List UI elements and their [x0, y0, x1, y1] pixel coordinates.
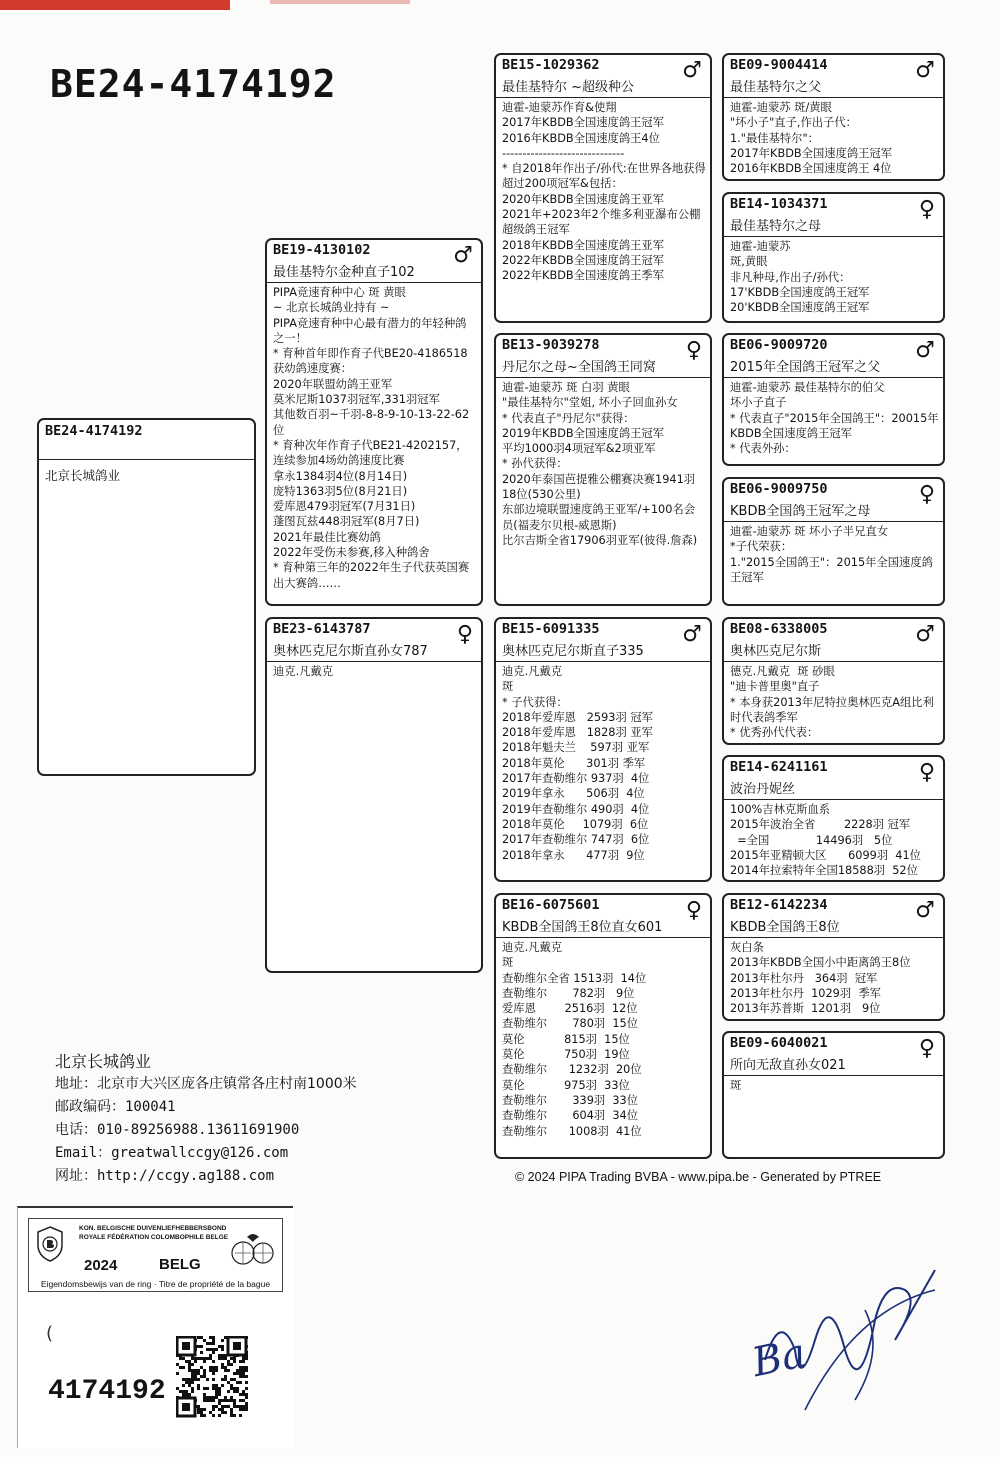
ddd-card	[722, 1031, 945, 1159]
card-line: 2022年KBDB全国速度鸽王冠军	[502, 253, 665, 267]
pigeon-emblem-icon	[229, 1231, 275, 1271]
signature-initials: Ba	[748, 1330, 810, 1387]
top-red-strip	[0, 0, 230, 10]
card-body	[502, 664, 706, 878]
certificate-country: BELG	[159, 1256, 201, 1273]
contact-email[interactable]: Email：greatwallccgy@126.com	[55, 1145, 289, 1161]
card-line: 2022年受伤未参赛,移入种鸽舍	[273, 546, 430, 560]
card-line: 2017年查勒维尔 747羽 6位	[502, 833, 650, 847]
divider	[496, 661, 710, 662]
dam-dam-card	[494, 893, 712, 1159]
main-ring-number: BE24-4174192	[50, 62, 337, 106]
card-ring: BE06-9009720	[730, 337, 828, 353]
sire-card	[265, 238, 483, 606]
female-icon: ♀	[918, 197, 935, 222]
male-icon: ♂	[453, 243, 473, 268]
card-line: 2020年KBDB全国速度鸽王亚军	[502, 192, 665, 206]
contact-address: 地址：北京市大兴区庞各庄镇常各庄村南1000米	[55, 1076, 357, 1092]
card-line: 迪霍-迪蒙苏	[730, 240, 791, 253]
divider	[724, 937, 943, 938]
card-line: 斑,黄眼	[730, 255, 768, 269]
card-line: 2017年查勒维尔 937羽 4位	[502, 772, 650, 786]
card-line: * 孙代获得：	[502, 457, 568, 471]
card-ring: BE15-6091335	[502, 621, 600, 637]
certificate-ring-number: 4174192	[48, 1376, 166, 1407]
card-name: 波治丹妮丝	[730, 782, 796, 797]
card-line: 平均1000羽4项冠军&2项亚军	[502, 442, 656, 456]
card-line: 2017年KBDB全国速度鸽王冠军	[730, 146, 893, 160]
card-name: 最佳基特尔之母	[730, 219, 822, 234]
male-icon: ♂	[915, 338, 935, 363]
card-line: * 子代获得：	[502, 695, 568, 709]
card-line: ~ 北京长城鸽业持有 ~	[273, 301, 390, 315]
card-line: 蓬图瓦兹448羽冠军(8月7日)	[273, 515, 420, 529]
card-ring: BE15-1029362	[502, 57, 600, 73]
card-body	[502, 100, 706, 319]
card-line: 非凡种母,作出子/孙代：	[730, 270, 851, 284]
card-line: 2019年KBDB全国速度鸽王冠军	[502, 426, 665, 440]
card-line: 2018年莫伦 1079羽 6位	[502, 817, 649, 831]
card-line: 1."2015全国鸽王"：2015年全国速度鸽王冠军	[730, 555, 933, 584]
card-line: PIPA竞速育种中心 斑 黄眼	[273, 286, 406, 299]
female-icon: ♀	[918, 1036, 935, 1061]
card-ring: BE08-6338005	[730, 621, 828, 637]
card-line: 2019年拿永 506羽 4位	[502, 787, 645, 801]
card-line: 查勒维尔 339羽 33位	[502, 1093, 639, 1107]
card-line: 2017年KBDB全国速度鸽王冠军	[502, 116, 665, 130]
card-ring: BE06-9009750	[730, 481, 828, 497]
card-line: * 育种第三年的2022年生子代获英国赛出大赛鸽……	[273, 561, 470, 590]
card-line: PIPA竞速育种中心最有潜力的年轻种鸽之一！	[273, 316, 467, 345]
card-name: 丹尼尔之母~全国鸽王同窝	[502, 360, 656, 375]
divider	[496, 937, 710, 938]
subject-box	[37, 418, 256, 776]
card-name: 奥林匹克尼尔斯直孙女787	[273, 644, 428, 659]
bracket-mark: (	[46, 1323, 54, 1344]
dss-card	[722, 617, 945, 745]
card-line: 100%吉林克斯血系	[730, 803, 831, 816]
female-icon: ♀	[456, 622, 473, 647]
card-line: 德克.凡戴克 斑 砂眼	[730, 665, 835, 678]
male-icon: ♂	[915, 622, 935, 647]
card-body	[730, 524, 939, 602]
card-line: 17'KBDB全国速度鸽王冠军	[730, 285, 870, 299]
footer-copyright: © 2024 PIPA Trading BVBA - www.pipa.be - Generated by PTREE	[515, 1170, 882, 1184]
card-line: * 本身获2013年尼特拉奥林匹克A组比利时代表鸽季军	[730, 695, 934, 724]
card-name: 2015年全国鸽王冠军之父	[730, 360, 881, 375]
card-ring: BE19-4130102	[273, 242, 371, 258]
dds-card	[722, 893, 945, 1021]
card-body	[730, 1078, 939, 1155]
card-line: 2020年联盟幼鸽王亚军	[273, 377, 393, 391]
divider	[496, 97, 710, 98]
card-line: 2015年波治全省 2228羽 冠军	[730, 818, 911, 832]
federation-name-fr: ROYALE FÉDÉRATION COLOMBOPHILE BELGE	[79, 1234, 229, 1241]
card-name: KBDB全国鸽王8位直女601	[502, 920, 663, 935]
card-line: 迪霍-迪蒙苏 最佳基特尔的伯父	[730, 381, 885, 394]
card-line: * 自2018年作出子/孙代:在世界各地获得超过200项冠军&包括：	[502, 162, 706, 191]
card-ring: BE14-6241161	[730, 759, 828, 775]
card-line: * 代表外孙：	[730, 442, 796, 456]
card-line: 其他数百羽~千羽-8-8-9-10-13-22-62位	[273, 408, 470, 437]
divider	[724, 377, 943, 378]
card-body	[502, 380, 706, 602]
card-line: 迪克.凡戴克	[502, 941, 563, 954]
card-line: 莫伦 750羽 19位	[502, 1048, 630, 1062]
card-line: 2018年魁夫兰 597羽 亚军	[502, 741, 650, 755]
card-line: *子代荣获：	[730, 540, 793, 554]
card-line: 坏小子直子	[730, 396, 787, 410]
card-line: 2013年杜尔丹 364羽 冠军	[730, 971, 878, 985]
male-icon: ♂	[682, 58, 702, 83]
card-line: 莫伦 975羽 33位	[502, 1078, 630, 1092]
dam-sire-card	[494, 617, 712, 882]
card-ring: BE23-6143787	[273, 621, 371, 637]
card-line: 2013年KBDB全国小中距离鸽王8位	[730, 956, 911, 970]
contact-postcode: 邮政编码：100041	[55, 1099, 176, 1115]
card-line: 斑	[730, 1079, 742, 1092]
contact-website[interactable]: 网址：http://ccgy.ag188.com	[55, 1168, 275, 1184]
card-line: 拿永1384羽4位(8月14日)	[273, 469, 408, 483]
divider	[724, 97, 943, 98]
dsd-card	[722, 755, 945, 882]
certificate-subtitle: Eigendomsbewijs van de ring · Titre de propriété de la bague	[40, 1279, 271, 1289]
card-line: =全国 14496羽 5位	[730, 833, 893, 847]
card-line: 迪克.凡戴克	[273, 665, 334, 678]
card-line: 查勒维尔 782羽 9位	[502, 986, 635, 1000]
card-line: "最佳基特尔"堂姐, 坏小子回血孙女	[502, 396, 678, 410]
card-name: 奥林匹克尼尔斯直子335	[502, 644, 644, 659]
card-line: "迪卡普里奥"直子	[730, 680, 820, 694]
card-body	[730, 239, 939, 319]
female-icon: ♀	[685, 898, 702, 923]
divider	[724, 661, 943, 662]
sss-card	[722, 53, 945, 181]
card-line: 1."最佳基特尔"：	[730, 131, 819, 145]
card-body	[502, 940, 706, 1155]
card-line: * 育种次年作育子代BE21-4202157，连续参加4场幼鸽速度比赛	[273, 438, 468, 468]
signature-icon	[745, 1250, 945, 1430]
divider	[267, 661, 481, 662]
ssd-card	[722, 192, 945, 323]
divider	[724, 1075, 943, 1076]
female-icon: ♀	[918, 760, 935, 785]
certificate-header	[28, 1218, 283, 1292]
female-icon: ♀	[685, 338, 702, 363]
card-body	[730, 940, 939, 1017]
card-name: KBDB全国鸽王冠军之母	[730, 504, 871, 519]
contact-block	[55, 1050, 357, 1188]
card-line: ------------------------------	[502, 146, 625, 160]
ring-certificate	[17, 1206, 293, 1448]
card-body	[730, 664, 939, 741]
card-line: * 代表直子"2015年全国鸽王"：20015年KBDB全国速度鸽王冠军	[730, 411, 939, 440]
certificate-year: 2024	[84, 1257, 118, 1274]
card-line: 爱库恩 2516羽 12位	[502, 1002, 638, 1016]
subject-owner: 北京长城鸽业	[45, 468, 121, 483]
card-name: 最佳基特尔之父	[730, 80, 822, 95]
dam-card	[265, 617, 483, 973]
contact-phone: 电话：010-89256988.13611691900	[55, 1122, 300, 1138]
card-line: * 代表直子"丹尼尔"获得：	[502, 411, 635, 425]
divider	[724, 521, 943, 522]
card-line: 2018年拿永 477羽 9位	[502, 848, 645, 862]
divider	[39, 459, 254, 460]
card-line: 2018年爱库恩 2593羽 冠军	[502, 710, 653, 724]
card-line: 2019年查勒维尔 490羽 4位	[502, 802, 650, 816]
top-pink-strip	[270, 0, 410, 4]
card-line: 莫伦 815羽 15位	[502, 1032, 630, 1046]
card-line: 查勒维尔 604羽 34位	[502, 1109, 639, 1123]
sds-card	[722, 333, 945, 466]
card-ring: BE09-6040021	[730, 1035, 828, 1051]
card-line: 东部边境联盟速度鸽王亚军/+100名会员(福麦尔贝根-威恩斯)	[502, 503, 695, 532]
card-body	[273, 664, 477, 969]
card-line: "坏小子"直子,作出子代：	[730, 116, 857, 130]
male-icon: ♂	[915, 58, 935, 83]
card-line: 迪霍-迪蒙苏 斑 白羽 黄眼	[502, 381, 630, 394]
card-line: 迪霍-迪蒙苏 斑/黄眼	[730, 101, 832, 114]
card-body	[730, 802, 939, 878]
card-line: 查勒维尔 1232羽 20位	[502, 1063, 642, 1077]
divider	[496, 377, 710, 378]
card-line: 庞特1363羽5位(8月21日)	[273, 484, 408, 498]
subject-ring: BE24-4174192	[45, 423, 143, 439]
card-line: * 育种首年即作育子代BE20-4186518获幼鸽速度赛：	[273, 347, 468, 376]
card-line: 迪克.凡戴克	[502, 665, 563, 678]
card-line: 2018年莫伦 301羽 季军	[502, 756, 646, 770]
card-line: * 优秀孙代代表：	[730, 726, 819, 740]
card-line: 2015年亚精顿大区 6099羽 41位	[730, 848, 921, 862]
contact-org: 北京长城鸽业	[55, 1052, 152, 1071]
federation-crest-icon	[35, 1225, 65, 1263]
card-line: 2014年拉索特年全国18588羽 52位	[730, 864, 918, 878]
sdd-card	[722, 477, 945, 606]
sire-sire-card	[494, 53, 712, 323]
card-line: 2018年爱库恩 1828羽 亚军	[502, 726, 653, 740]
card-line: 2013年苏普斯 1201羽 9位	[730, 1002, 881, 1016]
card-line: 2021年+2023年2个维多利亚瀑布公棚超级鸽王冠军	[502, 208, 701, 237]
card-line: 斑	[502, 956, 514, 970]
card-body	[730, 380, 939, 462]
card-line: 2020年泰国芭提雅公棚赛决赛1941羽18位(530公里)	[502, 472, 696, 502]
card-line: 2013年杜尔丹 1029羽 季军	[730, 986, 881, 1000]
card-ring: BE16-6075601	[502, 897, 600, 913]
card-line: 莫米尼斯1037羽冠军,331羽冠军	[273, 393, 440, 407]
male-icon: ♂	[915, 898, 935, 923]
card-line: 2021年最佳比赛幼鸽	[273, 530, 381, 544]
card-line: 20'KBDB全国速度鸽王冠军	[730, 301, 870, 315]
sire-dam-card	[494, 333, 712, 606]
card-line: 2022年KBDB全国速度鸽王季军	[502, 269, 665, 283]
divider	[724, 799, 943, 800]
card-line: 查勒维尔 1008羽 41位	[502, 1124, 642, 1138]
card-line: 灰白条	[730, 941, 764, 954]
card-name: 最佳基特尔金种直子102	[273, 265, 415, 280]
male-icon: ♂	[682, 622, 702, 647]
card-ring: BE12-6142234	[730, 897, 828, 913]
divider	[267, 282, 481, 283]
card-line: 迪霍-迪蒙苏作育&使翔	[502, 101, 617, 114]
card-ring: BE13-9039278	[502, 337, 600, 353]
card-line: 2016年KBDB全国速度鸽王4位	[502, 131, 660, 145]
female-icon: ♀	[918, 482, 935, 507]
card-line: 查勒维尔全省 1513羽 14位	[502, 971, 647, 985]
federation-name-nl: KON. BELGISCHE DUIVENLIEFHEBBERSBOND	[79, 1225, 227, 1232]
card-name: 奥林匹克尼尔斯	[730, 644, 822, 659]
card-name: 所向无敌直孙女021	[730, 1058, 846, 1073]
card-line: 比尔吉斯全省17906羽亚军(彼得.詹森)	[502, 533, 698, 547]
card-name: 最佳基特尔 ~超级种公	[502, 80, 635, 95]
divider	[724, 236, 943, 237]
card-name: KBDB全国鸽王8位	[730, 920, 840, 935]
card-body	[730, 100, 939, 177]
card-body	[273, 285, 477, 602]
card-line: 迪霍-迪蒙苏 斑 坏小子半兄直女	[730, 525, 889, 538]
card-line: 2018年KBDB全国速度鸽王亚军	[502, 238, 665, 252]
card-line: 2016年KBDB全国速度鸽王 4位	[730, 162, 892, 176]
card-line: 爱库恩479羽冠军(7月31日)	[273, 500, 416, 514]
card-line: 查勒维尔 780羽 15位	[502, 1017, 639, 1031]
card-ring: BE14-1034371	[730, 196, 828, 212]
card-ring: BE09-9004414	[730, 57, 828, 73]
card-line: 斑	[502, 680, 514, 694]
qr-code-icon	[176, 1336, 248, 1418]
